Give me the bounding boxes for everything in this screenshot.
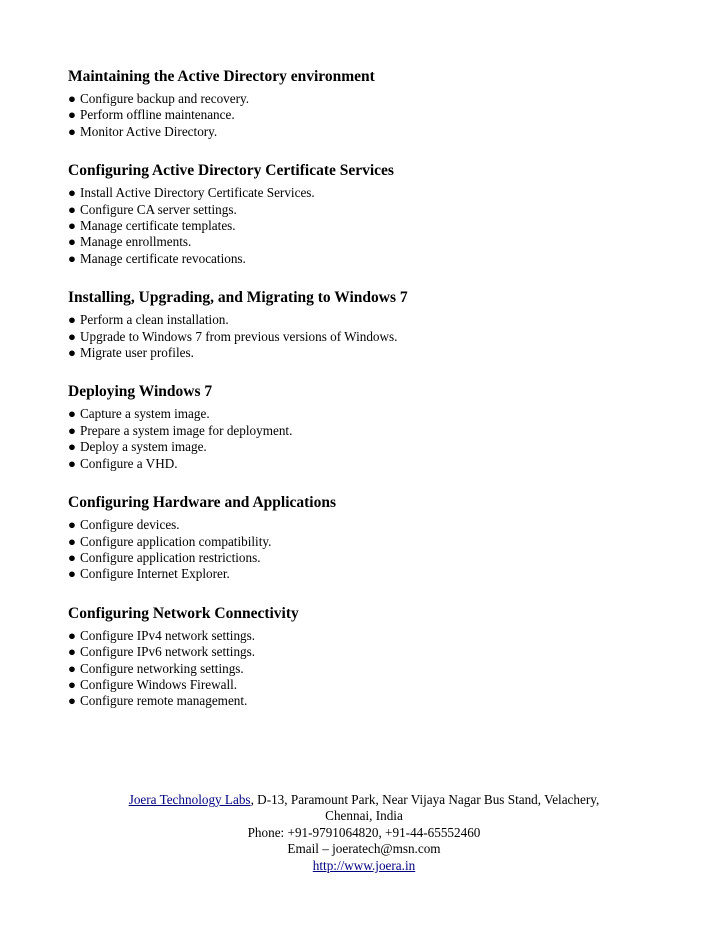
bullet-icon: ● [68,107,76,123]
bullet-icon: ● [68,549,76,565]
footer [0,792,728,874]
bullet-icon: ● [68,439,76,455]
list-item [68,185,688,201]
bullet-icon: ● [68,693,76,709]
bullet-icon: ● [68,533,76,549]
bullet-list [68,185,688,267]
bullet-list [68,517,688,583]
list-item [68,677,688,693]
list-item-text: Configure IPv4 network settings. [80,627,256,643]
company-link[interactable]: Joera Technology Labs [128,792,251,807]
section-heading: Installing, Upgrading, and Migrating to Windows 7 [68,289,408,307]
bullet-list [68,312,688,361]
list-item-text: Prepare a system image for deployment. [80,422,293,438]
section [68,381,688,472]
bullet-icon: ● [68,185,76,201]
document-content [68,66,688,730]
list-item-text: Configure networking settings. [80,660,244,676]
section-heading: Configuring Hardware and Applications [68,494,336,512]
list-item-text: Configure Internet Explorer. [80,566,230,582]
list-item [68,251,688,267]
bullet-icon: ● [68,312,76,328]
list-item [68,439,688,455]
list-item-text: Configure a VHD. [80,455,178,471]
section-heading: Maintaining the Active Directory environment [68,68,375,85]
section-heading: Configuring Active Directory Certificate Services [68,162,394,180]
list-item-text: Install Active Directory Certificate Services. [80,185,315,201]
list-item-text: Configure application restrictions. [80,549,261,565]
list-item [68,234,688,250]
footer-address: , D-13, Paramount Park, Near Vijaya Nagar Bus Stand, Velachery, [250,792,600,807]
list-item [68,312,688,328]
list-item [68,345,688,361]
list-item-text: Manage enrollments. [80,234,192,250]
list-item [68,202,688,218]
list-item-text: Configure CA server settings. [80,201,237,217]
bullet-icon: ● [68,644,76,660]
list-item-text: Deploy a system image. [80,439,207,455]
list-item [68,107,688,123]
section [68,160,688,267]
bullet-icon: ● [68,422,76,438]
bullet-list [68,628,688,710]
list-item-text: Manage certificate templates. [80,218,236,234]
list-item [68,517,688,533]
footer-city: Chennai, India [325,808,403,824]
bullet-icon: ● [68,234,76,250]
list-item-text: Perform a clean installation. [80,312,229,328]
footer-email: Email – joeratech@msn.com [287,841,441,857]
bullet-list [68,91,688,140]
bullet-icon: ● [68,328,76,344]
bullet-icon: ● [68,201,76,217]
list-item [68,628,688,644]
bullet-icon: ● [68,566,76,582]
list-item [68,91,688,107]
bullet-list [68,406,688,472]
list-item-text: Configure application compatibility. [80,533,272,549]
list-item [68,566,688,582]
bullet-icon: ● [68,123,76,139]
list-item [68,329,688,345]
list-item [68,423,688,439]
bullet-icon: ● [68,455,76,471]
bullet-icon: ● [68,627,76,643]
list-item-text: Configure devices. [80,517,180,533]
list-item [68,218,688,234]
bullet-icon: ● [68,91,76,106]
list-item [68,456,688,472]
list-item [68,406,688,422]
list-item [68,693,688,709]
footer-website-line [0,858,728,874]
list-item-text: Configure IPv6 network settings. [80,644,256,660]
website-link[interactable]: http://www.joera.in [312,857,416,873]
list-item-text: Manage certificate revocations. [80,250,246,266]
list-item-text: Upgrade to Windows 7 from previous versions of Windows. [80,328,398,344]
list-item-text: Configure backup and recovery. [80,91,250,106]
footer-phone: Phone: +91-9791064820, +91-44-65552460 [247,824,481,840]
list-item-text: Migrate user profiles. [80,345,194,361]
bullet-icon: ● [68,676,76,692]
footer-address-line [0,792,728,808]
list-item [68,534,688,550]
bullet-icon: ● [68,345,76,361]
list-item-text: Perform offline maintenance. [80,107,235,123]
bullet-icon: ● [68,517,76,533]
section [68,603,688,710]
section-heading: Configuring Network Connectivity [68,604,299,622]
section [68,492,688,583]
bullet-icon: ● [68,250,76,266]
section [68,66,688,140]
list-item-text: Configure remote management. [80,693,248,709]
section [68,287,688,361]
list-item-text: Capture a system image. [80,406,210,422]
list-item-text: Configure Windows Firewall. [80,676,238,692]
list-item [68,644,688,660]
bullet-icon: ● [68,660,76,676]
list-item-text: Monitor Active Directory. [80,123,218,139]
bullet-icon: ● [68,406,76,422]
list-item [68,124,688,140]
section-heading: Deploying Windows 7 [68,383,213,401]
list-item [68,550,688,566]
list-item [68,661,688,677]
bullet-icon: ● [68,218,76,234]
